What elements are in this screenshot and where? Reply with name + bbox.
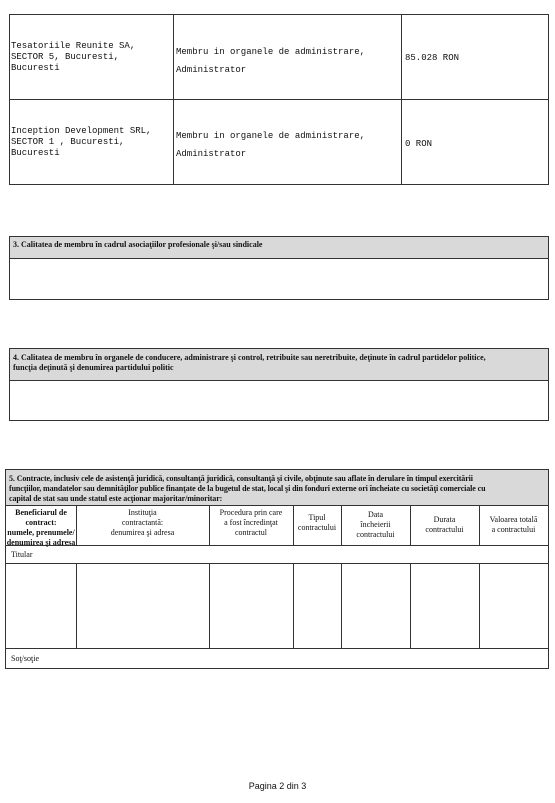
role-description: Membru in organele de administrare, Administrator — [176, 47, 366, 75]
column-header: Beneficiarul de contract: numele, prenumele/ denumirea şi adresa — [6, 508, 76, 547]
column-header: Data încheierii contractului — [356, 510, 395, 539]
income-value: 85.028 RON — [405, 53, 460, 63]
contracts-header-row — [6, 506, 548, 546]
interests-table — [9, 14, 549, 185]
titular-row-label: Titular — [6, 546, 548, 564]
section-5-title: 5. Contracte, inclusiv cele de asistenţă juridică, consultanţă juridică, consultanţă şi civile, obţinute sau aflate în derulare în timpul exercitării funcţiilor, mandatelor sau demnităţilor publice finanţate de la bugetul de stat, local şi din fonduri externe ori încheiate cu societăţi comerciale cu capital de stat sau unde statul este acţionar majoritar/minoritar: — [6, 470, 548, 506]
column-header: Valoarea totală a contractului — [489, 515, 538, 534]
income-value: 0 RON — [405, 139, 433, 149]
page-number: Pagina 2 din 3 — [248, 781, 307, 791]
company-name-address: Tesatoriile Reunite SA, SECTOR 5, Bucuresti, Bucuresti — [11, 41, 136, 73]
titular-data-row — [6, 564, 548, 649]
section-3-title: 3. Calitatea de membru în cadrul asociaţiilor profesionale şi/sau sindicale — [10, 237, 548, 259]
company-name-address: Inception Development SRL, SECTOR 1 , Bucuresti, Bucuresti — [11, 126, 152, 158]
section-3 — [9, 236, 549, 300]
section-4 — [9, 348, 549, 421]
column-header: Tipul contractului — [297, 513, 337, 532]
role-description: Membru in organele de administrare, Administrator — [176, 131, 366, 159]
column-header: Instituţia contractantă: denumirea şi adresa — [110, 508, 175, 537]
section-5 — [5, 469, 549, 669]
column-header: Durata contractului — [425, 515, 464, 534]
spouse-row-label: Soţ/soţie — [11, 654, 40, 663]
column-header: Procedura prin care a fost încredinţat contractul — [219, 508, 283, 537]
section-4-title: 4. Calitatea de membru în organele de conducere, administrare şi control, retribuite sau neretribuite, deţinute în cadrul partidelor politice, funcţia deţinută şi denumirea partidului politic — [10, 349, 548, 381]
